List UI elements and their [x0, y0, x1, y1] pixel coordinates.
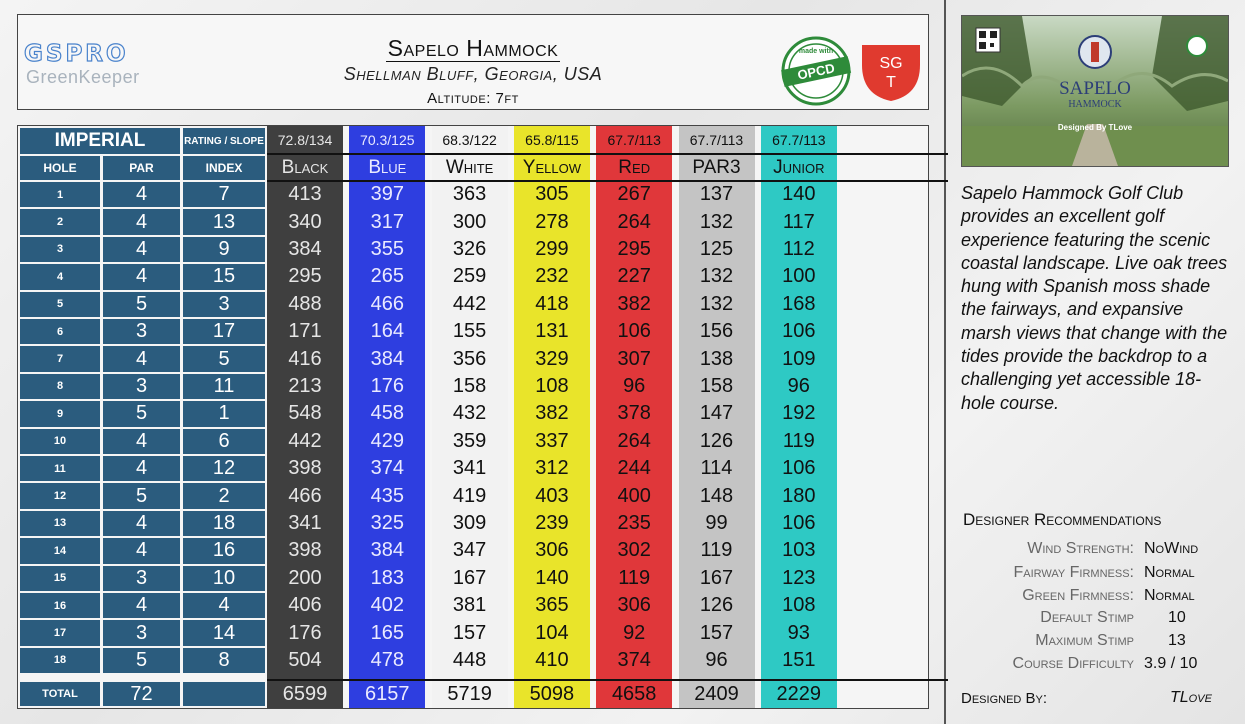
tee-yardage: 112 — [782, 237, 815, 260]
tee-yardage: 299 — [535, 237, 569, 260]
gspro-logo: GSPRO — [24, 41, 129, 67]
tee-rating: 67.7/113 — [772, 132, 826, 148]
hole-number: 1 — [20, 182, 100, 207]
tee-yardage: 384 — [370, 347, 404, 370]
tee-yardage: 103 — [782, 539, 816, 562]
tee-yardage: 104 — [535, 621, 569, 644]
hole-number: 17 — [20, 620, 100, 645]
hole-index: 14 — [183, 620, 265, 645]
tee-yardage: 180 — [782, 484, 816, 507]
tee-yardage: 227 — [617, 265, 651, 288]
tee-yardage: 306 — [617, 594, 651, 617]
hole-index: 3 — [183, 292, 265, 317]
hole-par: 4 — [103, 429, 180, 454]
tee-yardage: 200 — [288, 566, 322, 589]
tee-yardage: 435 — [370, 484, 404, 507]
tee-yardage: 307 — [617, 347, 651, 370]
hole-index: 9 — [183, 237, 265, 262]
hole-par: 5 — [103, 483, 180, 508]
tee-yardage: 264 — [617, 210, 651, 233]
rec-label: Course Difficulty — [1012, 655, 1134, 672]
tee-yardage: 168 — [782, 292, 816, 315]
tee-yardage: 132 — [699, 292, 734, 315]
hole-index: 7 — [183, 182, 265, 207]
tee-yardage: 309 — [452, 511, 487, 534]
tee-yardage: 363 — [452, 183, 487, 206]
tee-yardage: 119 — [782, 429, 815, 452]
tee-yardage: 171 — [288, 320, 322, 343]
rating-slope-header: RATING / SLOPE — [183, 128, 265, 154]
tee-yardage: 96 — [623, 374, 646, 397]
rec-label: Default Stimp — [1040, 609, 1134, 626]
tee-yardage: 466 — [370, 292, 404, 315]
hole-index: 2 — [183, 483, 265, 508]
tee-yardage: 406 — [288, 594, 322, 617]
tee-yardage: 259 — [452, 265, 487, 288]
header-panel — [17, 14, 929, 110]
hole-par: 3 — [103, 620, 180, 645]
tee-yardage: 302 — [617, 539, 651, 562]
total-index-blank — [183, 682, 265, 706]
hole-number: 8 — [20, 374, 100, 399]
tee-yardage: 106 — [782, 457, 816, 480]
tee-name: PAR3 — [692, 157, 741, 178]
hole-number: 13 — [20, 511, 100, 536]
hole-index: 18 — [183, 511, 265, 536]
rec-value: 13 — [1168, 632, 1186, 649]
hole-number: 14 — [20, 538, 100, 563]
tee-yardage: 157 — [699, 621, 734, 644]
opcd-badge — [780, 35, 852, 107]
tee-total: 5098 — [529, 682, 575, 705]
tee-yardage: 213 — [288, 374, 322, 397]
tee-yardage: 92 — [623, 621, 646, 644]
tee-yardage: 114 — [700, 457, 733, 480]
tee-yardage: 384 — [288, 237, 322, 260]
tee-yardage: 108 — [782, 594, 816, 617]
hole-index: 1 — [183, 401, 265, 426]
tee-yardage: 148 — [699, 484, 734, 507]
tee-name: White — [445, 157, 494, 178]
tee-yardage: 359 — [452, 429, 487, 452]
hole-index: 12 — [183, 456, 265, 481]
tee-total: 6157 — [365, 682, 410, 705]
total-label: TOTAL — [20, 682, 100, 706]
hole-number: 7 — [20, 346, 100, 371]
tee-yardage: 126 — [699, 429, 734, 452]
tee-yardage: 340 — [288, 210, 322, 233]
tee-yardage: 418 — [535, 292, 569, 315]
hole-par: 4 — [103, 209, 180, 234]
hole-index: 16 — [183, 538, 265, 563]
hole-number: 16 — [20, 593, 100, 618]
tee-name: Blue — [368, 157, 407, 178]
rec-value: 3.9 / 10 — [1144, 655, 1198, 672]
tee-yardage: 548 — [288, 402, 322, 425]
total-par: 72 — [103, 682, 180, 706]
tee-yardage: 478 — [370, 648, 404, 671]
designer-name: TLove — [1170, 689, 1212, 706]
tee-yardage: 106 — [782, 320, 816, 343]
tee-yardage: 265 — [370, 265, 404, 288]
tee-yardage: 158 — [452, 374, 487, 397]
tee-yardage: 99 — [705, 511, 728, 534]
hole-par: 4 — [103, 182, 180, 207]
tee-yardage: 295 — [288, 265, 322, 288]
hole-number: 15 — [20, 566, 100, 591]
tee-yardage: 378 — [617, 402, 651, 425]
tee-yardage: 167 — [452, 566, 487, 589]
tee-yardage: 123 — [782, 566, 816, 589]
rec-label: Wind Strength: — [1027, 540, 1134, 557]
tee-yardage: 337 — [535, 429, 569, 452]
hole-index: 17 — [183, 319, 265, 344]
hole-par: 3 — [103, 566, 180, 591]
header-rule-bottom — [267, 180, 948, 182]
tee-yardage: 402 — [370, 594, 404, 617]
hole-par: 4 — [103, 456, 180, 481]
tee-yardage: 109 — [782, 347, 816, 370]
scorecard-table — [17, 125, 929, 709]
rec-value: Normal — [1144, 564, 1195, 581]
tee-total: 2229 — [776, 682, 822, 705]
tee-yardage: 347 — [452, 539, 487, 562]
hole-number: 3 — [20, 237, 100, 262]
tee-yardage: 119 — [618, 566, 651, 589]
hole-number: 6 — [20, 319, 100, 344]
tee-yardage: 137 — [699, 183, 734, 206]
tee-yardage: 235 — [617, 511, 651, 534]
tee-yardage: 183 — [370, 566, 404, 589]
hole-number: 10 — [20, 429, 100, 454]
tee-yardage: 147 — [699, 402, 734, 425]
tee-yardage: 488 — [288, 292, 322, 315]
tee-yardage: 374 — [617, 648, 651, 671]
tee-yardage: 374 — [370, 457, 404, 480]
tee-yardage: 126 — [699, 594, 734, 617]
hole-par: 4 — [103, 511, 180, 536]
tee-yardage: 400 — [617, 484, 651, 507]
course-photo — [961, 15, 1229, 167]
hole-index: 15 — [183, 264, 265, 289]
imperial-header: IMPERIAL — [20, 128, 180, 154]
tee-yardage: 267 — [617, 183, 651, 206]
tee-yardage: 167 — [699, 566, 734, 589]
tee-yardage: 131 — [535, 320, 569, 343]
tee-yardage: 158 — [699, 374, 734, 397]
tee-yardage: 117 — [782, 210, 815, 233]
photo-title-2: HAMMOCK — [1068, 99, 1122, 110]
hole-number: 4 — [20, 264, 100, 289]
hole-par: 4 — [103, 346, 180, 371]
tee-yardage: 356 — [452, 347, 487, 370]
tee-rating: 65.8/115 — [525, 132, 579, 148]
tee-yardage: 397 — [370, 183, 404, 206]
tee-rating: 70.3/125 — [360, 132, 415, 148]
hole-index: 6 — [183, 429, 265, 454]
tee-yardage: 156 — [699, 320, 734, 343]
tee-yardage: 429 — [370, 429, 404, 452]
tee-yardage: 244 — [617, 457, 651, 480]
tee-yardage: 317 — [370, 210, 404, 233]
tee-yardage: 504 — [288, 648, 322, 671]
tee-yardage: 164 — [370, 320, 404, 343]
greenkeeper-logo: GreenKeeper — [26, 67, 140, 87]
rec-label: Green Firmness: — [1022, 587, 1134, 604]
opcd-main-text: OPCD — [796, 60, 837, 83]
hole-par: 4 — [103, 237, 180, 262]
tee-yardage: 466 — [288, 484, 322, 507]
tee-yardage: 312 — [535, 457, 569, 480]
tee-name: Red — [618, 157, 651, 178]
tee-yardage: 295 — [617, 237, 651, 260]
tee-total: 4658 — [611, 682, 657, 705]
hole-number: 5 — [20, 292, 100, 317]
tee-yardage: 448 — [452, 648, 487, 671]
tee-name: Yellow — [522, 157, 581, 178]
hole-index: 5 — [183, 346, 265, 371]
hole-number: 2 — [20, 209, 100, 234]
tee-yardage: 157 — [452, 621, 487, 644]
tee-yardage: 442 — [288, 429, 322, 452]
tee-yardage: 93 — [787, 621, 810, 644]
tee-yardage: 410 — [535, 648, 569, 671]
tee-yardage: 106 — [617, 320, 651, 343]
recommendations-title: Designer Recommendations — [963, 510, 1162, 529]
tee-yardage: 140 — [535, 566, 569, 589]
tee-yardage: 341 — [452, 457, 487, 480]
tee-yardage: 125 — [699, 237, 734, 260]
tee-yardage: 419 — [452, 484, 487, 507]
hole-par: 4 — [103, 538, 180, 563]
tee-name: Black — [281, 157, 329, 178]
hole-number: 12 — [20, 483, 100, 508]
svg-text:T: T — [886, 74, 896, 91]
tee-total: 6599 — [282, 682, 328, 705]
hole-par: 3 — [103, 319, 180, 344]
total-rule — [267, 679, 948, 681]
tee-yardage: 165 — [370, 621, 404, 644]
tee-yardage: 403 — [535, 484, 569, 507]
tee-total: 2409 — [694, 682, 739, 705]
course-altitude: Altitude: 7ft — [427, 90, 519, 107]
tee-yardage: 96 — [787, 374, 810, 397]
tee-yardage: 325 — [370, 511, 404, 534]
tee-yardage: 119 — [700, 539, 733, 562]
tee-yardage: 100 — [782, 265, 816, 288]
hole-index: 11 — [183, 374, 265, 399]
hole-index: 13 — [183, 209, 265, 234]
tee-yardage: 329 — [535, 347, 569, 370]
tee-yardage: 300 — [452, 210, 487, 233]
hole-par: 3 — [103, 374, 180, 399]
hole-number: 18 — [20, 648, 100, 673]
designed-by-label: Designed By: — [961, 690, 1048, 707]
hole-number: 11 — [20, 456, 100, 481]
tee-yardage: 381 — [452, 594, 487, 617]
tee-yardage: 384 — [370, 539, 404, 562]
tee-yardage: 432 — [452, 402, 487, 425]
hole-index: 8 — [183, 648, 265, 673]
tee-yardage: 398 — [288, 539, 322, 562]
index-column-header: INDEX — [183, 156, 265, 180]
tee-name: Junior — [773, 157, 825, 178]
tee-yardage: 155 — [452, 320, 487, 343]
tee-yardage: 264 — [617, 429, 651, 452]
tee-rating: 68.3/122 — [442, 132, 497, 148]
panel-divider — [944, 0, 946, 724]
tee-yardage: 192 — [782, 402, 816, 425]
hole-column-header: HOLE — [20, 156, 100, 180]
hole-number: 9 — [20, 401, 100, 426]
sgt-logo — [858, 41, 924, 103]
hole-par: 4 — [103, 264, 180, 289]
hole-par: 5 — [103, 648, 180, 673]
tee-yardage: 132 — [699, 265, 734, 288]
tee-yardage: 305 — [535, 183, 569, 206]
tee-yardage: 413 — [288, 183, 322, 206]
tee-yardage: 442 — [452, 292, 487, 315]
tee-yardage: 140 — [782, 183, 816, 206]
tee-yardage: 138 — [699, 347, 734, 370]
tee-rating: 67.7/113 — [689, 132, 744, 148]
hole-par: 5 — [103, 292, 180, 317]
tee-yardage: 151 — [782, 648, 816, 671]
tee-yardage: 132 — [699, 210, 734, 233]
tee-yardage: 326 — [452, 237, 487, 260]
par-column-header: PAR — [103, 156, 180, 180]
tee-rating: 67.7/113 — [607, 132, 661, 148]
rec-label: Fairway Firmness: — [1013, 564, 1134, 581]
rec-value: Normal — [1144, 587, 1195, 604]
course-photo-image — [962, 16, 1228, 166]
hole-index: 4 — [183, 593, 265, 618]
tee-yardage: 365 — [535, 594, 569, 617]
tee-yardage: 458 — [370, 402, 404, 425]
tee-yardage: 239 — [535, 511, 569, 534]
tee-rating: 72.8/134 — [277, 132, 333, 148]
course-description: Sapelo Hammock Golf Club provides an excellent golf experience featuring the scenic coastal landscape. Live oak trees hung with Spanish moss shade the fairways, and expansive marsh views that change with the tides provide the backdrop to a challenging yet accessible 18-hole course. — [961, 183, 1228, 413]
hole-par: 5 — [103, 401, 180, 426]
photo-credit: Designed By TLove — [1057, 123, 1133, 132]
tee-yardage: 278 — [535, 210, 569, 233]
tee-yardage: 176 — [370, 374, 404, 397]
hole-index: 10 — [183, 566, 265, 591]
rec-label: Maximum Stimp — [1035, 632, 1134, 649]
rec-value: NoWind — [1144, 540, 1199, 557]
tee-yardage: 96 — [705, 648, 728, 671]
sgt-text: SG — [879, 55, 903, 72]
header-rule-top — [267, 153, 948, 155]
rec-value: 10 — [1168, 609, 1186, 626]
tee-total: 5719 — [447, 682, 492, 705]
hole-par: 4 — [103, 593, 180, 618]
photo-title-1: SAPELO — [1059, 78, 1131, 99]
tee-yardage: 232 — [535, 265, 569, 288]
tee-yardage: 382 — [617, 292, 651, 315]
tee-yardage: 106 — [782, 511, 816, 534]
tee-yardage: 398 — [288, 457, 322, 480]
course-location: Shellman Bluff, Georgia, USA — [343, 64, 603, 84]
tee-yardage: 382 — [535, 402, 569, 425]
course-name: Sapelo Hammock — [387, 35, 559, 61]
tee-yardage: 341 — [288, 511, 322, 534]
tee-yardage: 176 — [288, 621, 322, 644]
tee-yardage: 306 — [535, 539, 569, 562]
tee-yardage: 355 — [370, 237, 404, 260]
tee-yardage: 416 — [288, 347, 322, 370]
opcd-top-text: made with — [798, 48, 834, 55]
tee-yardage: 108 — [535, 374, 569, 397]
